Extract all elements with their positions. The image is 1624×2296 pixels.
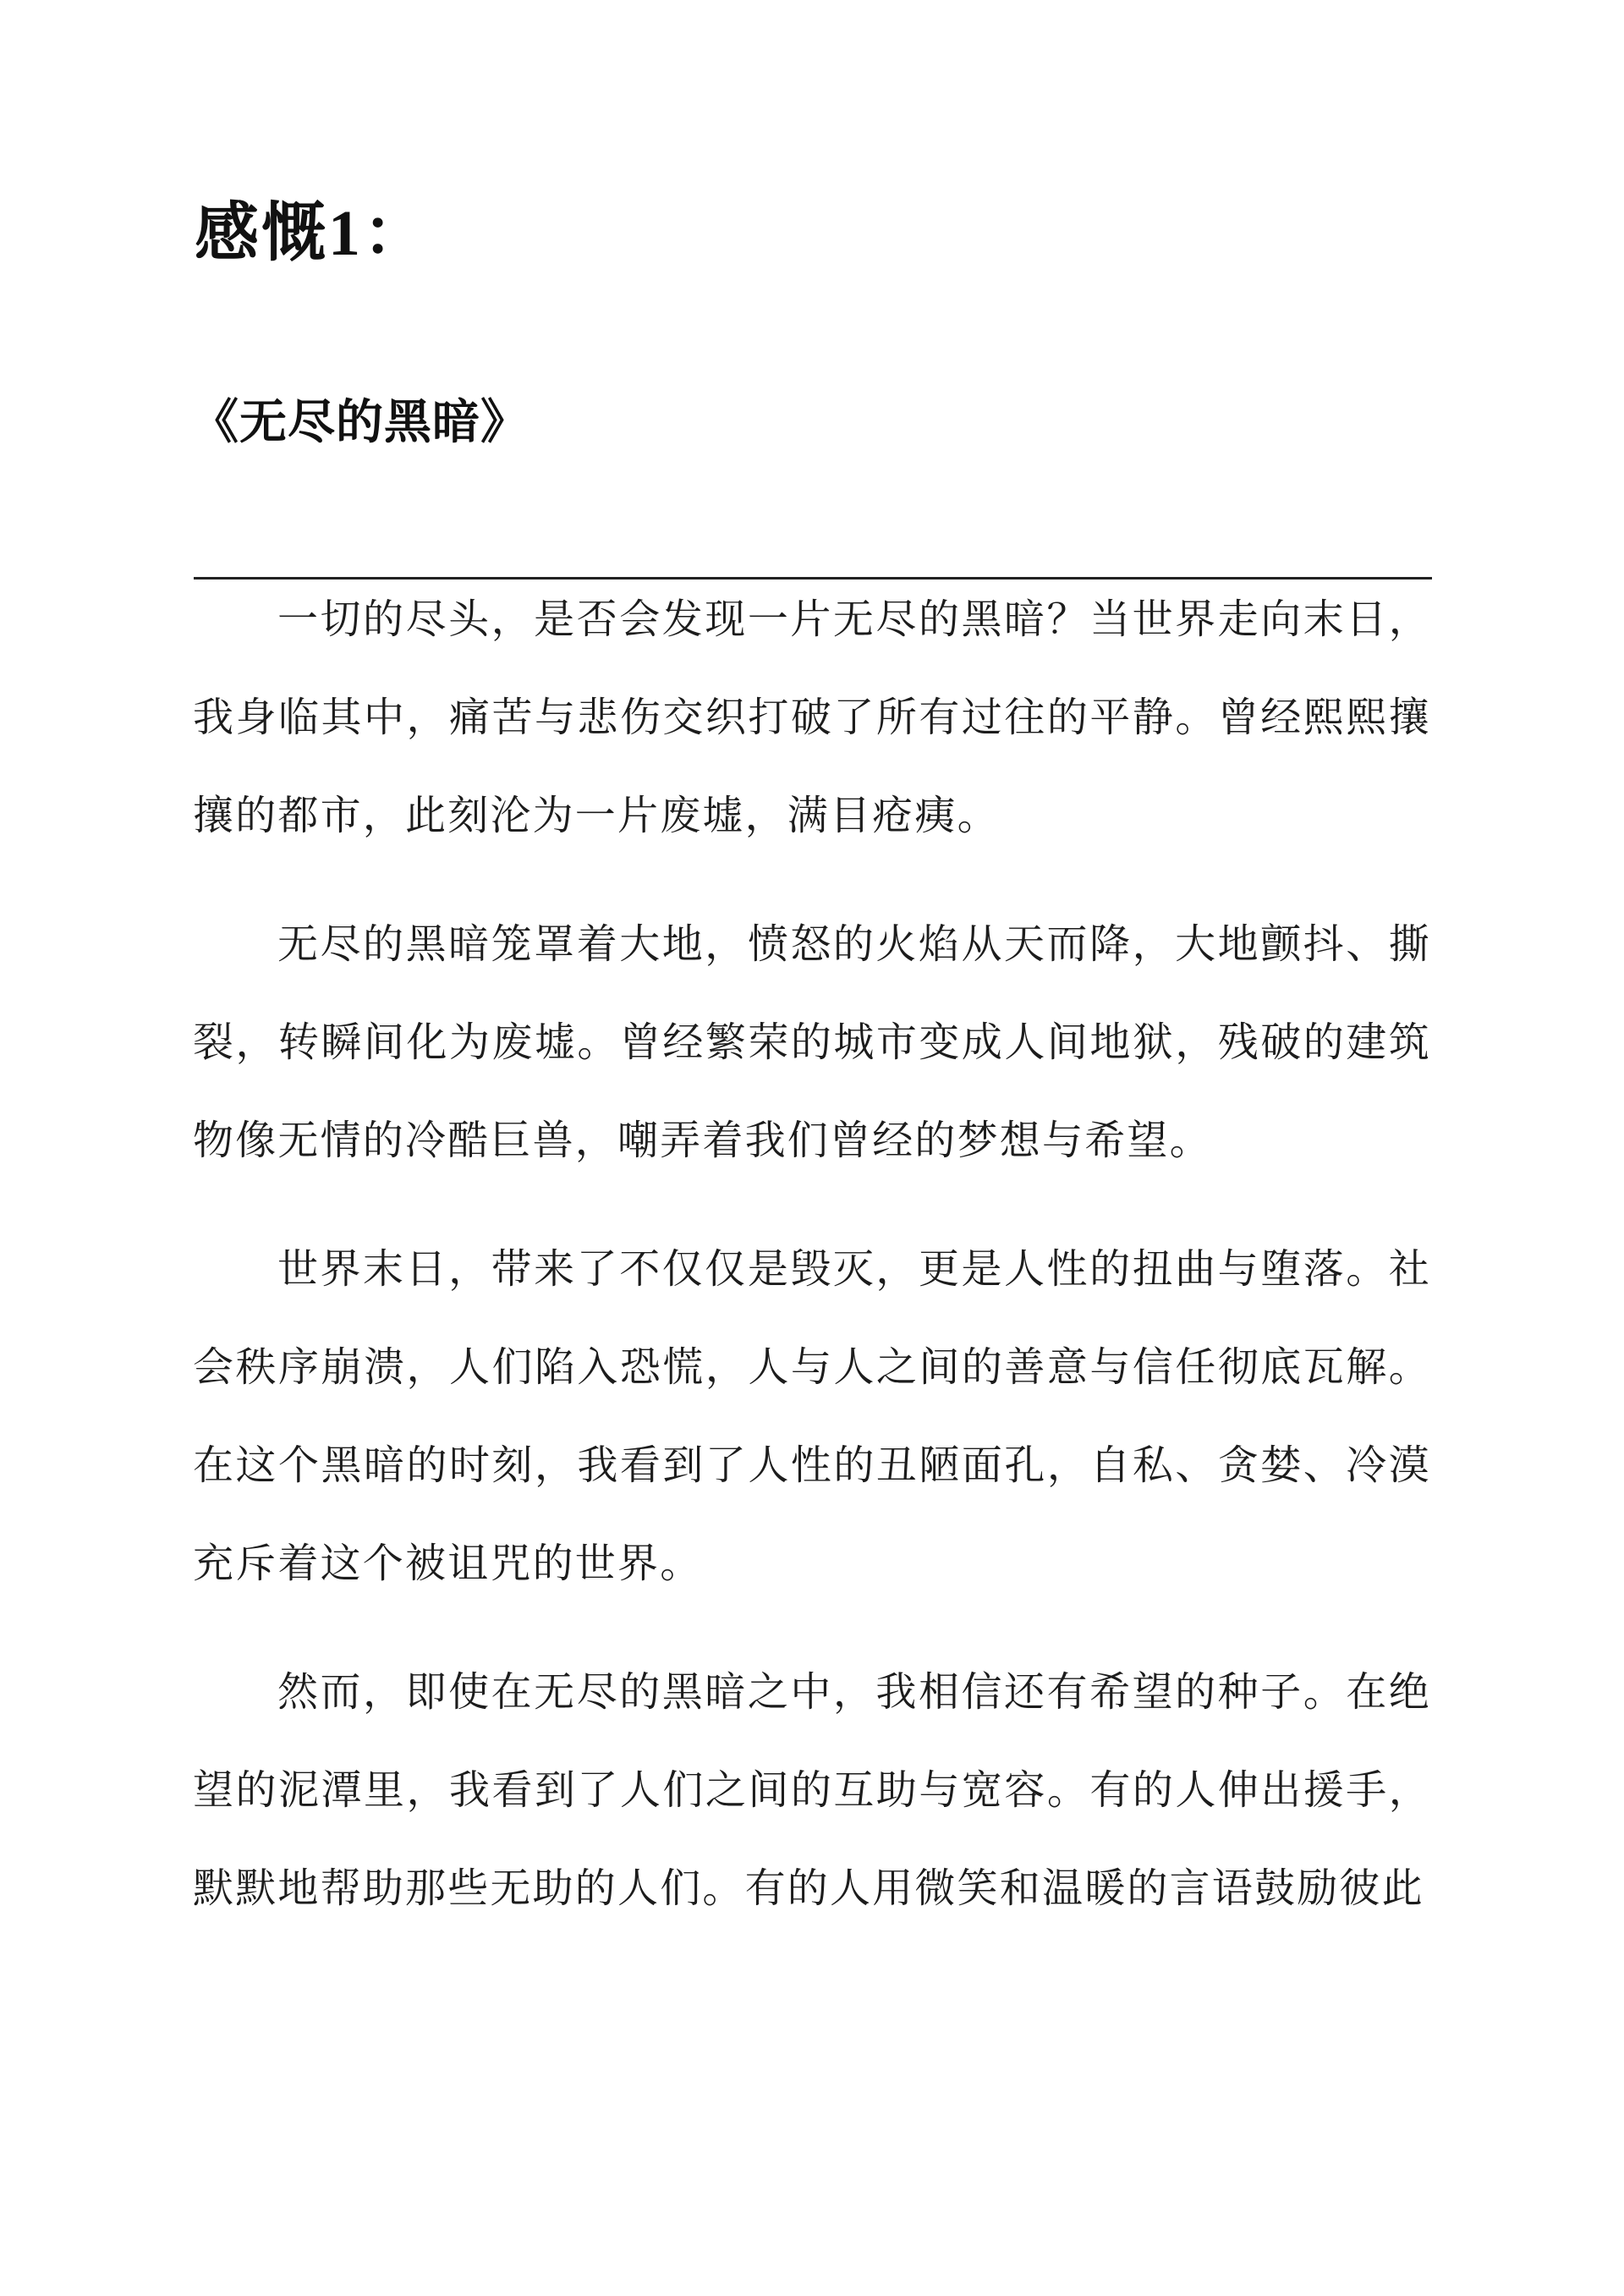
paragraph-1: 一切的尽头，是否会发现一片无尽的黑暗？当世界走向末日，我身临其中，痛苦与悲伤交织打破了所有过往的平静。曾经熙熙攘攘的都市，此刻沦为一片废墟，满目疮痍。 [193,597,1431,838]
paragraph-2: 无尽的黑暗笼罩着大地，愤怒的火焰从天而降，大地颤抖、撕裂，转瞬间化为废墟。曾经繁荣的城市变成人间地狱，残破的建筑物像无情的冷酷巨兽，嘲弄着我们曾经的梦想与希望。 [193,922,1431,1163]
section-heading: 感慨1： [195,198,430,269]
paragraph-4: 然而，即使在无尽的黑暗之中，我相信还有希望的种子。在绝望的泥潭里，我看到了人们之间的互助与宽容。有的人伸出援手，默默地帮助那些无助的人们。有的人用微笑和温暖的言语鼓励彼此 [193,1670,1431,1911]
essay-body [193,571,1431,1938]
essay-title: 《无尽的黑暗》 [191,397,529,449]
paragraph-3: 世界末日，带来了不仅仅是毁灭，更是人性的扭曲与堕落。社会秩序崩溃，人们陷入恐慌，人与人之间的善意与信任彻底瓦解。在这个黑暗的时刻，我看到了人性的丑陋面孔，自私、贪婪、冷漠充斥着这个被诅咒的世界。 [193,1247,1431,1586]
